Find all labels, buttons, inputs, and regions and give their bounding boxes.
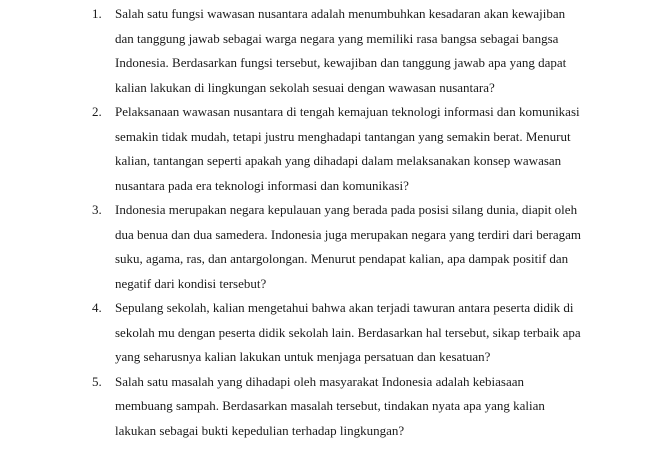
question-text-line: yang seharusnya kalian lakukan untuk menjaga persatuan dan kesatuan? xyxy=(115,349,491,364)
question-text-line: sekolah mu dengan peserta didik sekolah lain. Berdasarkan hal tersebut, sikap terbaik apa xyxy=(115,324,581,340)
question-item-3 xyxy=(92,198,632,296)
question-text-line: kalian lakukan di lingkungan sekolah sesuai dengan wawasan nusantara? xyxy=(115,79,495,95)
question-text-line: Salah satu fungsi wawasan nusantara adalah menumbuhkan kesadaran akan kewajiban xyxy=(115,6,566,21)
question-number: 2. xyxy=(92,104,102,119)
question-text-line: membuang sampah. Berdasarkan masalah tersebut, tindakan nyata apa yang kalian xyxy=(115,398,545,413)
question-number: 3. xyxy=(92,202,102,217)
question-text-line: negatif dari kondisi tersebut? xyxy=(115,275,267,291)
question-number: 1. xyxy=(92,6,102,21)
question-list xyxy=(92,2,632,443)
question-number: 5. xyxy=(92,373,102,389)
question-text-line: dan tanggung jawab sebagai warga negara yang memiliki rasa bangsa sebagai bangsa xyxy=(115,30,559,46)
question-text-line: kalian, tantangan seperti apakah yang dihadapi dalam melaksanakan konsep wawasan xyxy=(115,153,562,168)
question-number: 4. xyxy=(92,300,102,315)
question-text-line: Sepulang sekolah, kalian mengetahui bahwa akan terjadi tawuran antara peserta didik di xyxy=(115,300,574,315)
question-text-line: Salah satu masalah yang dihadapi oleh masyarakat Indonesia adalah kebiasaan xyxy=(115,373,524,389)
question-item-1 xyxy=(92,2,632,100)
question-text-line: lakukan sebagai bukti kepedulian terhadap lingkungan? xyxy=(115,422,405,438)
question-item-4 xyxy=(92,296,632,370)
question-item-5 xyxy=(92,370,632,444)
question-text-line: suku, agama, ras, dan antargolongan. Menurut pendapat kalian, apa dampak positif dan xyxy=(115,251,569,266)
question-text-line: nusantara pada era teknologi informasi dan komunikasi? xyxy=(115,177,409,193)
question-text-line: Indonesia. Berdasarkan fungsi tersebut, kewajiban dan tanggung jawab apa yang dapat xyxy=(115,55,567,70)
question-text-line: Pelaksanaan wawasan nusantara di tengah kemajuan teknologi informasi dan komunikasi xyxy=(115,104,580,119)
question-item-2 xyxy=(92,100,632,198)
question-text-line: semakin tidak mudah, tetapi justru menghadapi tantangan yang semakin berat. Menurut xyxy=(115,128,571,144)
question-text-line: dua benua dan dua samedera. Indonesia juga merupakan negara yang terdiri dari beragam xyxy=(115,226,581,242)
question-text-line: Indonesia merupakan negara kepulauan yang berada pada posisi silang dunia, diapit oleh xyxy=(115,202,578,217)
